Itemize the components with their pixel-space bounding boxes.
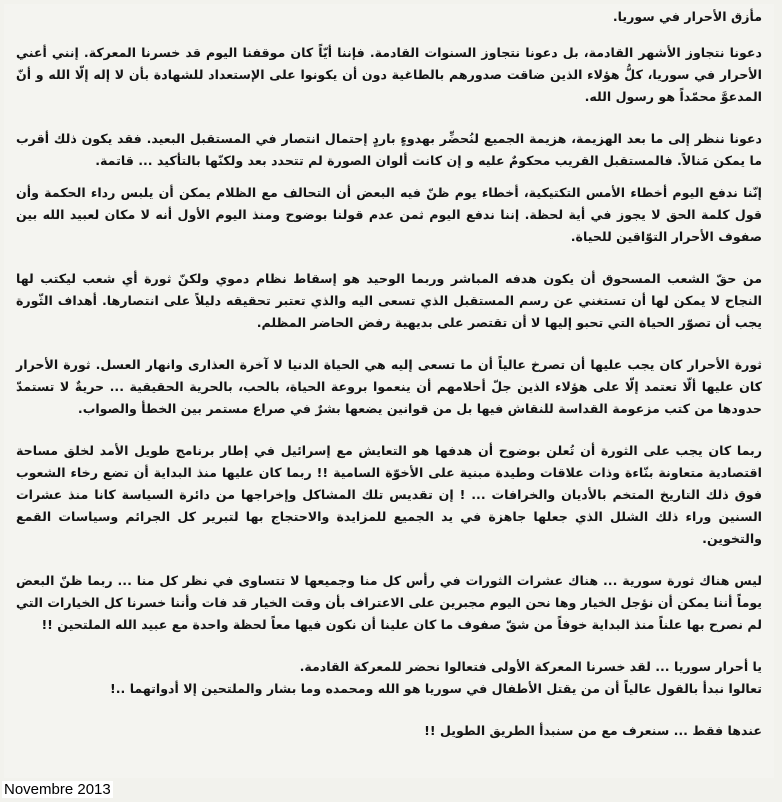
final-line: عندها فقط ... سنعرف مع من سنبدأ الطريق الطويل !!	[424, 723, 762, 738]
closing-line-1: يا أحرار سوريا ... لقد خسرنا المعركة الأولى فتعالوا نحضر للمعركة القادمة.	[299, 659, 762, 674]
paragraph-4: من حقّ الشعب المسحوق أن يكون هدفه المباشر وربما الوحيد هو إسقاط نظام دموي ولكنّ ثورة أي شعب ليكتب لها النجاح لا يمكن لها أن تستغني عن رسم المستقبل الذي تسعى اليه والذي تعتبر تحقيقه دليلاً على انتصارها. أهداف الثّورة يجب أن تصوّر الحياة التي تحبو إليها لا أن تقتصر على بديهية رفض الحاضر المظلم.	[16, 271, 762, 330]
article-document	[4, 4, 774, 778]
paragraph-6: ربما كان يجب على الثورة أن تُعلن بوضوح أن هدفها هو التعايش مع إسرائيل في إطار برنامج طويل الأمد لخلق مساحة اقتصادية متعاونة بنّاءة وذات علاقات وطيدة مبنية على الأخوّة السامية !! ربما كان عليها منذ البداية أن تضع رخاء الشعوب فوق ذلك التاريخ المتخم بالأديان والخرافات ... ! إن تقديس تلك المشاكل وإخراجها من دائرة السياسة كانا منذ عشرات السنين وراء ذلك الشلل الذي جعلها جاهزة في يد الجميع للمزايدة والاحتجاج بها لتبرير كل الجرائم وسياسات القمع والتخوين.	[16, 443, 762, 546]
date-caption: Novembre 2013	[4, 781, 111, 798]
closing-paragraph	[16, 656, 762, 700]
paragraph-1: دعونا نتجاوز الأشهر القادمة، بل دعونا نتجاوز السنوات القادمة. فإننا أيّاً كان موقفنا اليوم قد خسرنا المعركة. إنني أعني الأحرار في سوريا، كلُّ هؤلاء الذين ضاقت صدورهم بالطاغية دون أن يكونوا على الإستعداد للشهادة بأن لا إله إلّا الله و أنّ المدعوَّ محمّداً هو رسول الله.	[16, 45, 762, 104]
paragraph-3: إنّنا ندفع اليوم أخطاء الأمس التكتيكية، أخطاء يوم ظنّ فيه البعض أن التحالف مع الظلام يمكن أن يلبس رداء الحكمة وأن قول كلمة الحق لا يجوز في أية لحظة. إننا ندفع اليوم ثمن عدم قولنا بوضوح ومنذ اليوم الأول أنه لا مكان لعبيد الله بين صفوف الأحرار التوّاقين للحياة.	[16, 185, 762, 244]
paragraph-5: ثورة الأحرار كان يجب عليها أن تصرخ عالياً أن ما تسعى إليه هي الحياة الدنيا لا آخرة العذارى وانهار العسل. ثورة الأحرار كان عليها ألّا تعتمد إلّا على هؤلاء الذين جلّ أحلامهم أن ينعموا بروعة الحياة، بالحب، بالحرية الحقيقية ... حريةٌ لا تستمدّ حدودها من كتب مزعومة القداسة للنقاش فيها بل من قوانين يضعها بشرٌ في صراع مستمر بين الخطأ والصواب.	[16, 357, 762, 416]
paragraph-7: ليس هناك ثورة سورية ... هناك عشرات الثورات في رأس كل منا وجميعها لا تتساوى في نظر كل منا ... ربما ظنّ البعض يوماً أننا يمكن أن نؤجل الخيار وها نحن اليوم مجبرين على الاعتراف بأن وقت الخيار قد فات وأننا خسرنا كل الخيارات التي لم نصرح بها علناً منذ البداية خوفاً من شقّ صفوف ما كان علينا أن نكون فيها معاً لحظة واحدة مع عبيد الله الملتحين !!	[16, 573, 762, 632]
article-title: مأزق الأحرار في سوريا.	[612, 9, 762, 24]
article-body	[4, 4, 774, 742]
paragraph-2: دعونا ننظر إلى ما بعد الهزيمة، هزيمة الجميع لنُحضِّر بهدوءٍ باردٍ إحتمال انتصار في المستقبل البعيد. فقد يكون ذلك أقرب ما يمكن مَنالاً. فالمستقبل القريب محكومٌ عليه و إن كانت ألوان الصورة لم تتحدد بعد ولكنّها بالتأكيد ... قاتمة.	[16, 131, 762, 168]
closing-line-2: تعالوا نبدأ بالقول عالياً أن من يقتل الأطفال في سوريا هو الله ومحمده وما بشار والملتحين إلا أدواتهما ..!	[110, 681, 762, 696]
